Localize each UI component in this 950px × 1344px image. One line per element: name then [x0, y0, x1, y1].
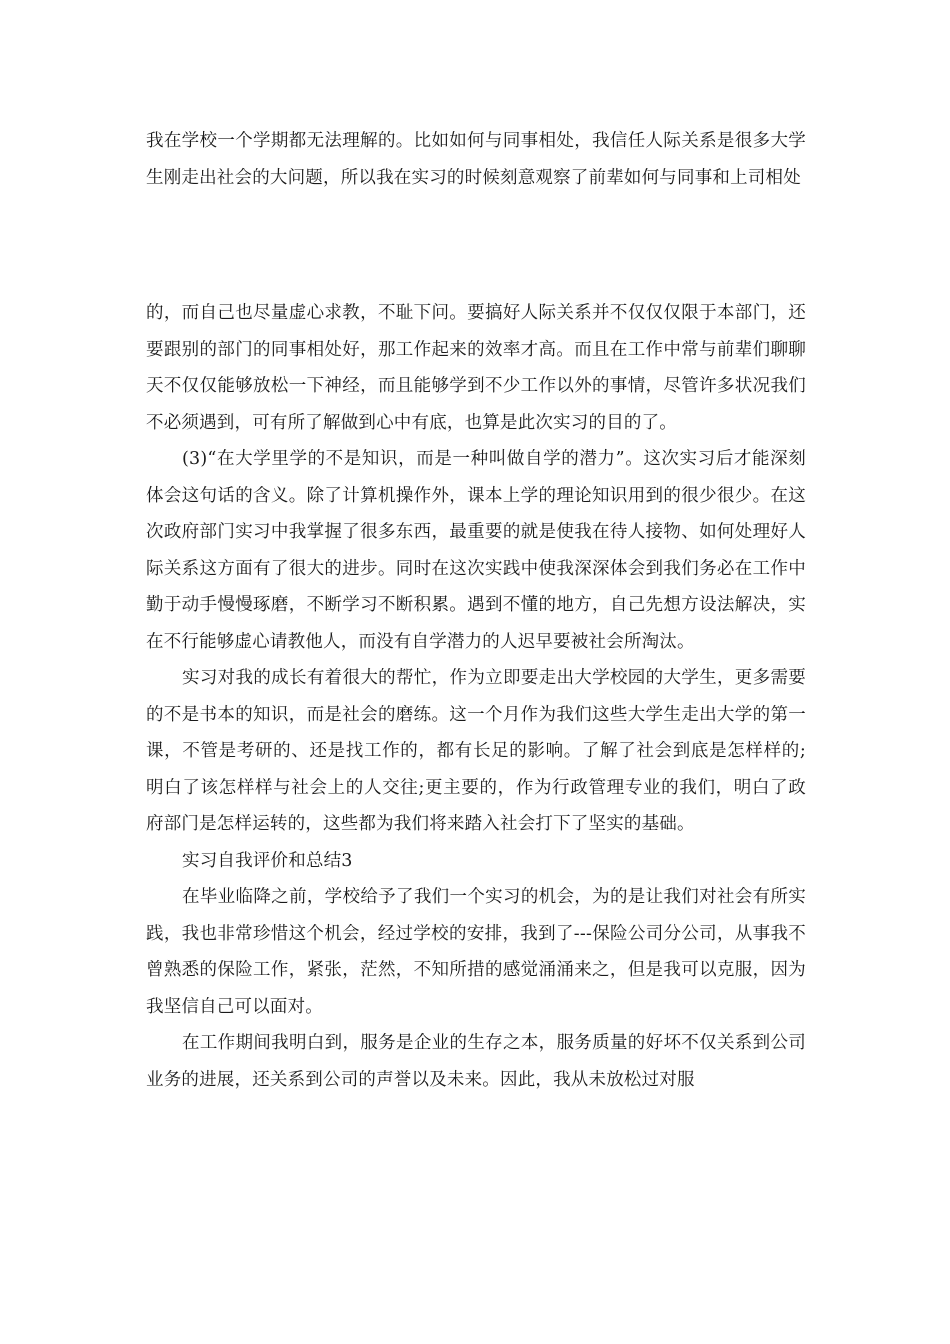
- paragraph: (3)“在大学里学的不是知识，而是一种叫做自学的潜力”。这次实习后才能深刻体会这句话的含义。除了计算机操作外，课本上学的理论知识用到的很少很少。在这次政府部门实习中我掌握了很多东西，最重要的就是使我在待人接物、如何处理好人际关系这方面有了很大的进步。同时在这次实践中使我深深体会到我们务必在工作中勤于动手慢慢琢磨，不断学习不断积累。遇到不懂的地方，自己先想方设法解决，实在不行能够虚心请教他人，而没有自学潜力的人迟早要被社会所淘汰。: [146, 449, 806, 652]
- paragraph: 的，而自己也尽量虚心求教，不耻下问。要搞好人际关系并不仅仅仅限于本部门，还要跟别的部门的同事相处好，那工作起来的效率才高。而且在工作中常与前辈们聊聊天不仅仅能够放松一下神经，而且能够学到不少工作以外的事情，尽管许多状况我们不必须遇到，可有所了解做到心中有底，也算是此次实习的目的了。: [146, 303, 806, 433]
- main-text-block: [146, 295, 806, 1098]
- paragraph: 实习对我的成长有着很大的帮忙，作为立即要走出大学校园的大学生，更多需要的不是书本的知识，而是社会的磨练。这一个月作为我们这些大学生走出大学的第一课，不管是考研的、还是找工作的，都有长足的影响。了解了社会到底是怎样样的;明白了该怎样样与社会上的人交往;更主要的，作为行政管理专业的我们，明白了政府部门是怎样运转的，这些都为我们将来踏入社会打下了坚实的基础。: [146, 668, 806, 834]
- paragraph: 在毕业临降之前，学校给予了我们一个实习的机会，为的是让我们对社会有所实践，我也非常珍惜这个机会，经过学校的安排，我到了---保险公司分公司，从事我不曾熟悉的保险工作，紧张，茫然，不知所措的感觉涌涌来之，但是我可以克服，因为我坚信自己可以面对。: [146, 887, 806, 1017]
- top-text-block: [146, 123, 806, 196]
- section-heading: 实习自我评价和总结3: [182, 850, 353, 871]
- paragraph: 我在学校一个学期都无法理解的。比如如何与同事相处，我信任人际关系是很多大学生刚走出社会的大问题，所以我在实习的时候刻意观察了前辈如何与同事和上司相处: [146, 131, 806, 188]
- paragraph: 在工作期间我明白到，服务是企业的生存之本，服务质量的好坏不仅关系到公司业务的进展，还关系到公司的声誉以及未来。因此，我从未放松过对服: [146, 1033, 806, 1090]
